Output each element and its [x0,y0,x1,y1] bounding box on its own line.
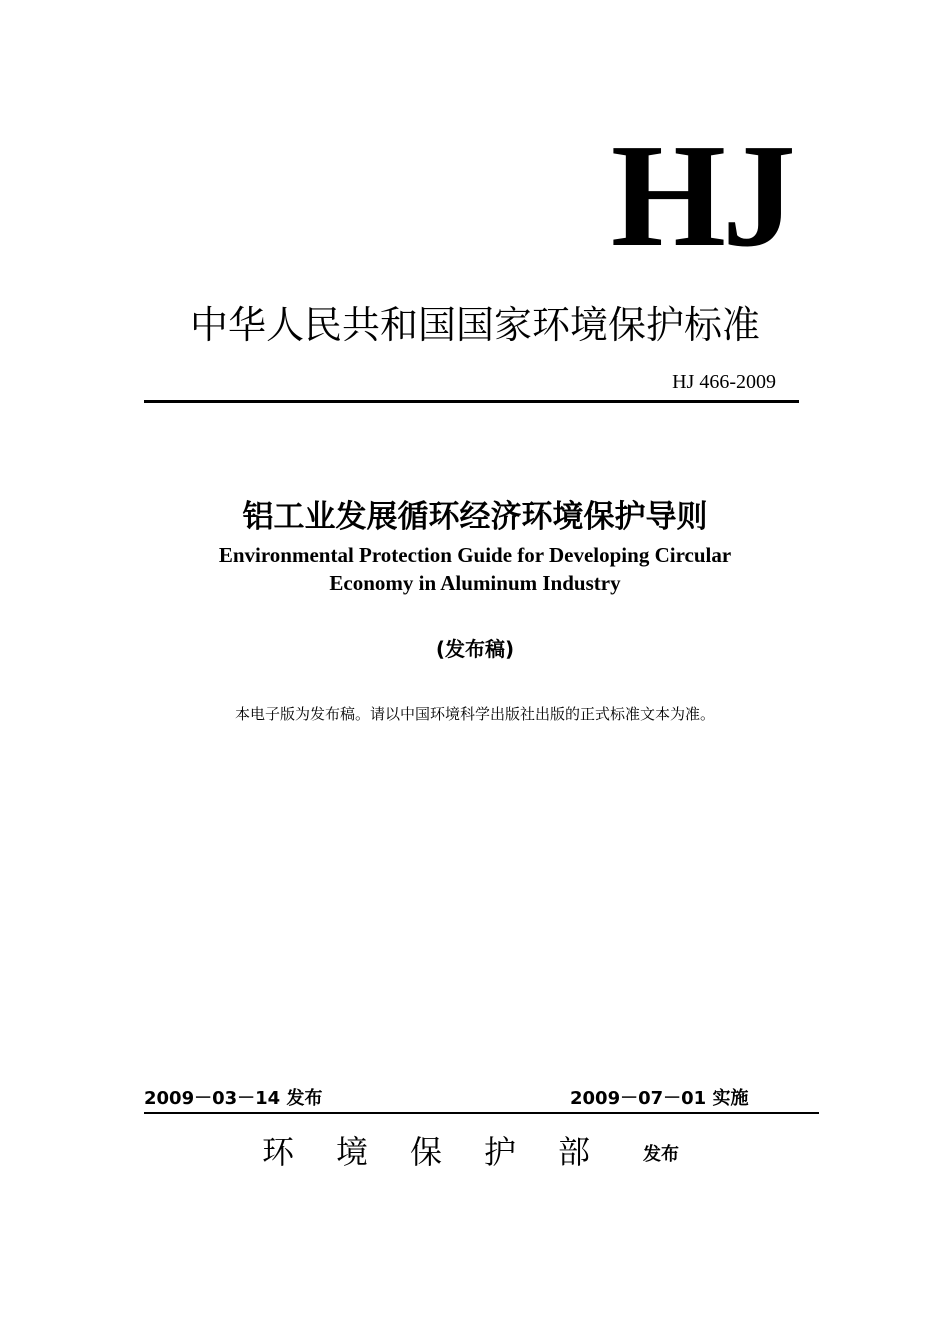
standard-mark: HJ [610,114,792,278]
document-title-chinese: 铝工业发展循环经济环境保护导则 [242,499,708,535]
document-title-english [150,541,800,597]
draft-label: (发布稿) [435,637,515,661]
national-standard-title: 中华人民共和国国家环境保护标准 [189,303,760,347]
publisher-name: 环境保护部 [262,1133,633,1171]
publish-suffix: 发布 [643,1144,679,1165]
implementation-date: 2009－07－01 实施 [570,1088,749,1109]
edition-notice: 本电子版为发布稿。请以中国环境科学出版社出版的正式标准文本为准。 [234,705,715,723]
header-divider [144,400,799,403]
issue-date: 2009－03－14 发布 [144,1088,323,1109]
english-title-line-2: Economy in Aluminum Industry [329,571,621,595]
footer-divider [144,1112,819,1114]
standard-number: HJ 466-2009 [672,371,776,393]
english-title-line-1: Environmental Protection Guide for Developing Circular [218,543,732,567]
